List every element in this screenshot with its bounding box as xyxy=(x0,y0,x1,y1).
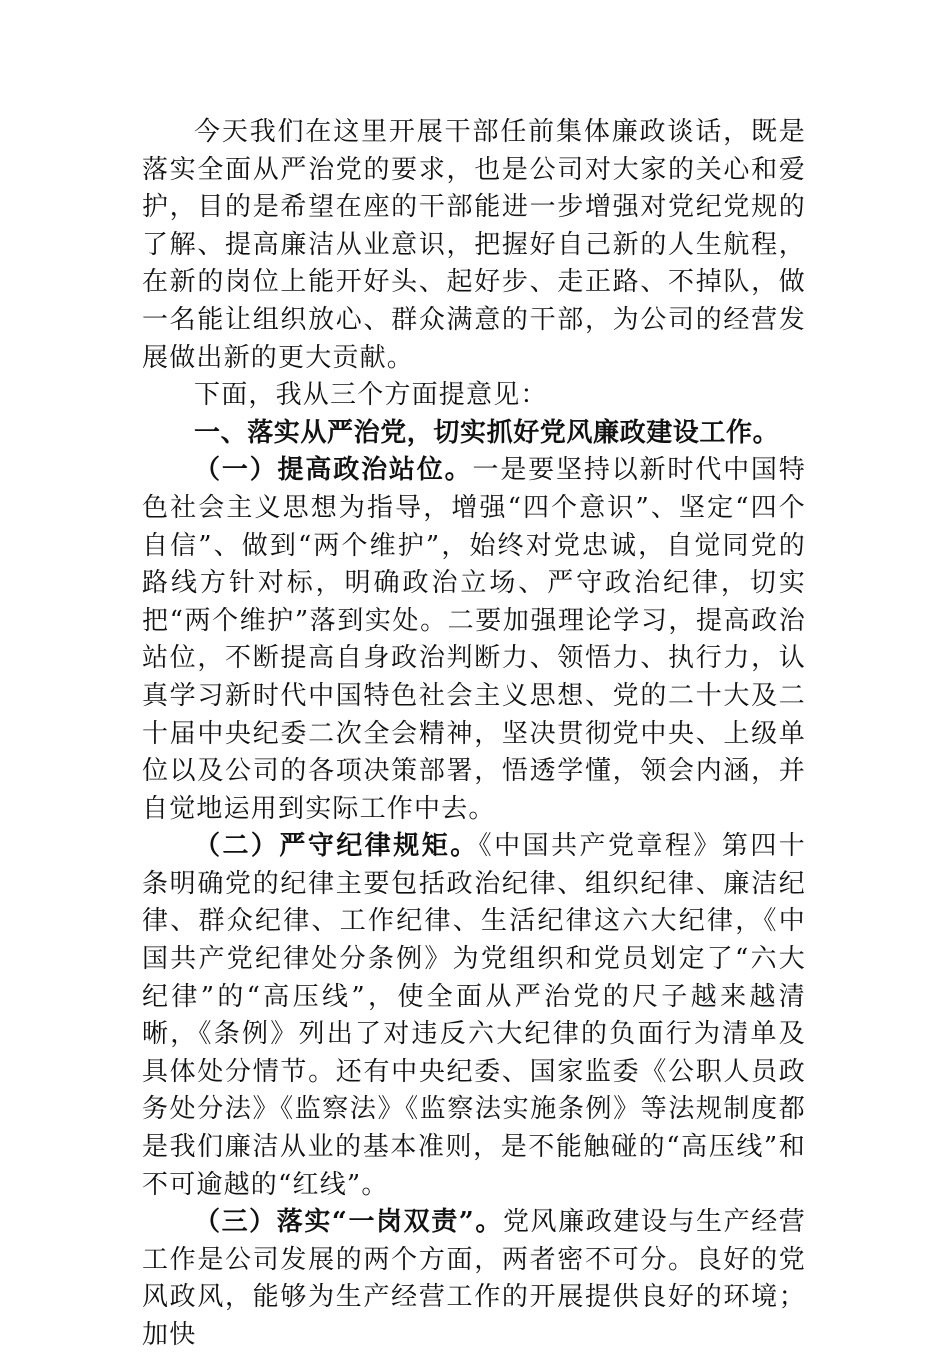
transition-paragraph: 下面，我从三个方面提意见： xyxy=(194,380,548,411)
item-3-title: （三）落实“一岗双责”。 xyxy=(194,1207,503,1238)
item-1-title: （一）提高政治站位。 xyxy=(194,455,473,486)
item-2-title: （二）严守纪律规矩。 xyxy=(194,831,479,862)
document-page xyxy=(142,114,806,1355)
item-2-body: 《中国共产党章程》第四十条明确党的纪律主要包括政治纪律、组织纪律、廉洁纪律、群众纪律、工作纪律、生活纪律这六大纪律，《中国共产党纪律处分条例》为党组织和党员划定了“六大纪律”的“高压线”，使全面从严治党的尺子越来越清晰，《条例》列出了对违反六大纪律的负面行为清单及具体处分情节。还有中央纪委、国家监委《公职人员政务处分法》《监察法》《监察法实施条例》等法规制度都是我们廉洁从业的基本准则，是不能触碰的“高压线”和不可逾越的“红线”。 xyxy=(142,831,806,1200)
item-2-paragraph xyxy=(142,828,806,1204)
item-3-body: 党风廉政建设与生产经营工作是公司发展的两个方面，两者密不可分。良好的党风政风，能够为生产经营工作的开展提供良好的环境；加快 xyxy=(142,1207,807,1350)
item-1-paragraph xyxy=(142,452,806,828)
intro-paragraph: 今天我们在这里开展干部任前集体廉政谈话，既是落实全面从严治党的要求，也是公司对大家的关心和爱护，目的是希望在座的干部能进一步增强对党纪党规的了解、提高廉洁从业意识，把握好自己新的人生航程，在新的岗位上能开好头、起好步、走正路、不掉队，做一名能让组织放心、群众满意的干部，为公司的经营发展做出新的更大贡献。 xyxy=(142,117,806,373)
item-3-paragraph xyxy=(142,1204,806,1354)
section-heading: 一、落实从严治党，切实抓好党风廉政建设工作。 xyxy=(194,417,780,448)
item-1-body: 一是要坚持以新时代中国特色社会主义思想为指导，增强“四个意识”、坚定“四个自信”、做到“两个维护”，始终对党忠诚，自觉同党的路线方针对标，明确政治立场、严守政治纪律，切实把“两个维护”落到实处。二要加强理论学习，提高政治站位，不断提高自身政治判断力、领悟力、执行力，认真学习新时代中国特色社会主义思想、党的二十大及二十届中央纪委二次全会精神，坚决贯彻党中央、上级单位以及公司的各项决策部署，悟透学懂，领会内涵，并自觉地运用到实际工作中去。 xyxy=(142,455,806,824)
